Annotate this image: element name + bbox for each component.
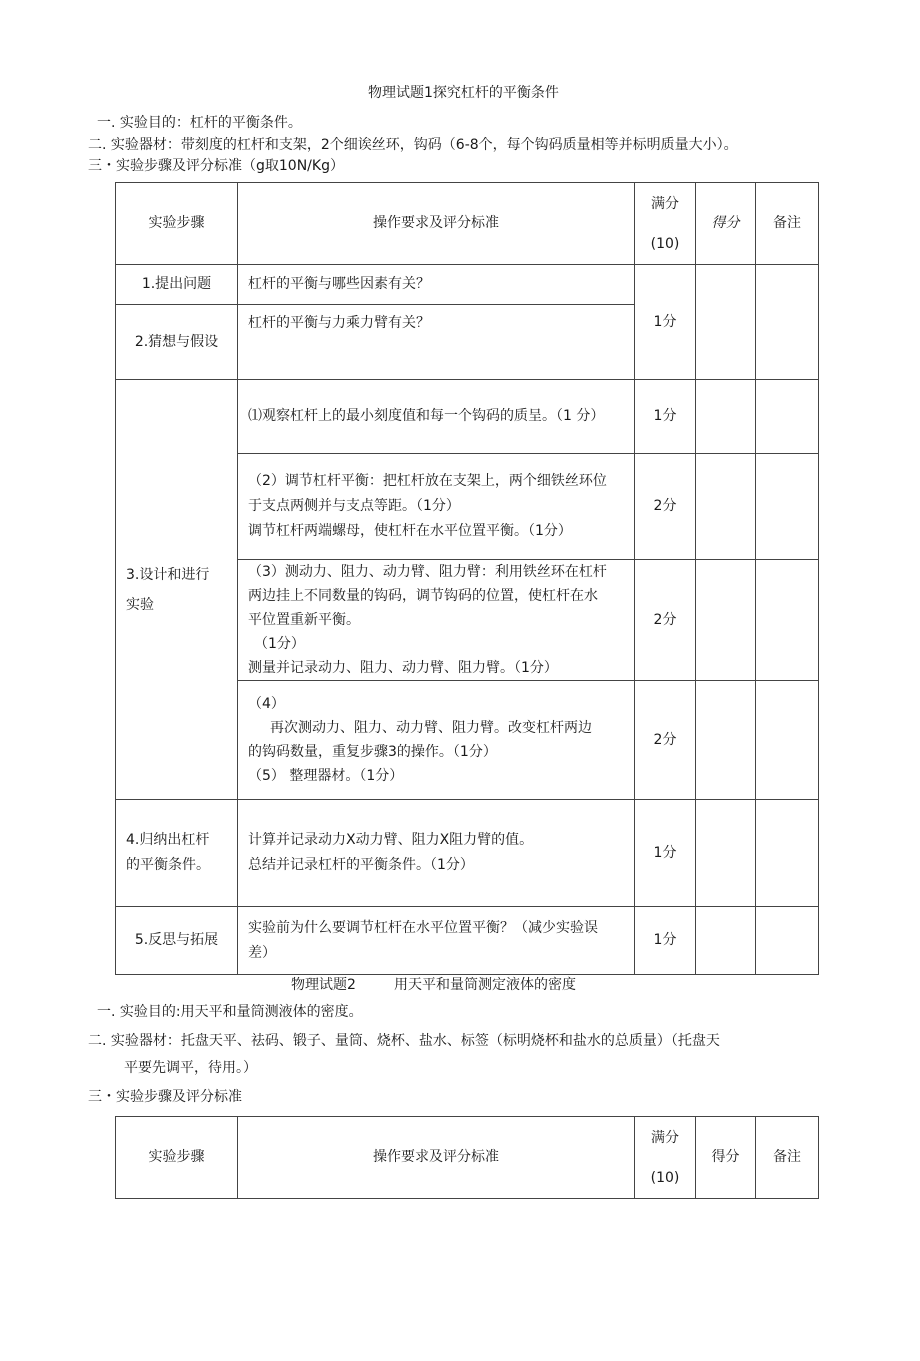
test2-score-table [115,1116,819,1199]
header-full-value: (10) [650,1169,680,1186]
table-row [116,907,819,975]
header-full-score [635,183,696,265]
score-cell [696,907,756,975]
header-full-label: 满分 [651,195,679,212]
test2-title-b: 用天平和量筒测定液体的密度 [394,977,576,993]
step-1: 1.提出问题 [116,265,238,305]
test1-equipment: 二. 实验器材：带刻度的杠杆和支架，2个细诶丝环，钩码（6-8个，每个钩码质量相等并标明质量大小）。 [88,137,738,153]
op-3b [238,454,635,560]
header-full-label: 满分 [651,1129,679,1146]
header-note: 备注 [756,183,819,265]
op-3c-line4: （1分） [254,636,305,652]
full-1-2: 1分 [635,265,696,380]
header-full-value: (10) [650,235,680,252]
full-3a: 1分 [635,380,696,454]
header-score: 得分 [696,1117,756,1199]
op-3d-line2: 再次测动力、阻力、动力臂、阻力臂。改变杠杆两边 [270,720,592,736]
score-cell [696,454,756,560]
test1-purpose: 一. 实验目的：杠杆的平衡条件。 [97,115,302,131]
test1-score-table [115,182,819,975]
op-3a: ⑴观察杠杆上的最小刻度值和每一个钩码的质呈。（1 分） [238,380,635,454]
table-header-row [116,1117,819,1199]
step-4-line1: 4.归纳出杠杆 [126,832,210,848]
score-cell [696,380,756,454]
op-3d-line1: （4） [248,696,285,712]
full-4: 1分 [635,800,696,907]
score-cell [696,800,756,907]
step-3-line1: 3.设计和进行 [126,566,210,583]
table-row [116,265,819,305]
step-3 [116,380,238,800]
op-3b-line2: 于支点两侧并与支点等距。（1分） [248,498,460,514]
header-operation: 操作要求及评分标准 [238,1117,635,1199]
note-cell [756,907,819,975]
op-4-line1: 计算并记录动力X动力臂、阻力X阻力臂的值。 [248,832,534,848]
header-step: 实验步骤 [116,1117,238,1199]
op-3b-line1: （2）调节杠杆平衡：把杠杆放在支架上，两个细铁丝环位 [248,473,607,489]
table-row [116,380,819,454]
score-cell [696,265,756,380]
op-3d [238,681,635,800]
op-3d-line3: 的钩码数量，重复步骤3的操作。（1分） [248,744,497,760]
step-5: 5.反思与拓展 [116,907,238,975]
step-4-line2: 的平衡条件。 [126,857,210,873]
op-3c-line1: （3）测动力、阻力、动力臂、阻力臂：利用铁丝环在杠杆 [248,564,607,580]
step-3-line2: 实验 [126,596,154,613]
test2-equipment-cont: 平要先调平，待用。） [124,1060,257,1076]
full-3c: 2分 [635,560,696,681]
score-cell [696,560,756,681]
test1-title: 物理试题1探究杠杆的平衡条件 [368,85,559,101]
test2-purpose: 一. 实验目的:用天平和量筒测液体的密度。 [97,1004,363,1020]
header-full-score [635,1117,696,1199]
note-cell [756,454,819,560]
test2-equipment: 二. 实验器材：托盘天平、祛码、锻子、量筒、烧杯、盐水、标签（标明烧杯和盐水的总质量）（托盘天 [88,1033,720,1049]
step-4 [116,800,238,907]
op-2: 杠杆的平衡与力乘力臂有关？ [238,305,635,380]
header-step: 实验步骤 [116,183,238,265]
op-1: 杠杆的平衡与哪些因素有关？ [238,265,635,305]
full-3d: 2分 [635,681,696,800]
op-5-line2: 差） [248,944,276,961]
note-cell [756,380,819,454]
op-4-line2: 总结并记录杠杆的平衡条件。（1分） [248,857,474,873]
score-cell [696,681,756,800]
op-3c-line3: 平位置重新平衡。 [248,612,360,628]
test2-title-a: 物理试题2 [291,977,356,993]
step-2: 2.猜想与假设 [116,305,238,380]
full-3b: 2分 [635,454,696,560]
op-5-line1: 实验前为什么要调节杠杆在水平位置平衡？（减少实验误 [248,919,598,936]
table-header-row [116,183,819,265]
test1-steps-heading: 三・实验步骤及评分标准（g取10N/Kg） [88,158,344,174]
note-cell [756,560,819,681]
test2-steps-heading: 三・实验步骤及评分标准 [88,1089,242,1105]
op-3b-line3: 调节杠杆两端螺母，使杠杆在水平位置平衡。（1分） [248,523,572,539]
note-cell [756,800,819,907]
op-4 [238,800,635,907]
note-cell [756,681,819,800]
header-note: 备注 [756,1117,819,1199]
op-3c [238,560,635,681]
full-5: 1分 [635,907,696,975]
op-5 [238,907,635,975]
header-score: 得分 [696,183,756,265]
op-3c-line2: 两边挂上不同数量的钩码，调节钩码的位置，使杠杆在水 [248,588,598,604]
table-row [116,800,819,907]
op-3c-line5: 测量并记录动力、阻力、动力臂、阻力臂。（1分） [248,660,558,676]
header-operation: 操作要求及评分标准 [238,183,635,265]
op-3d-line4: （5） 整理器材。（1分） [248,768,404,784]
note-cell [756,265,819,380]
